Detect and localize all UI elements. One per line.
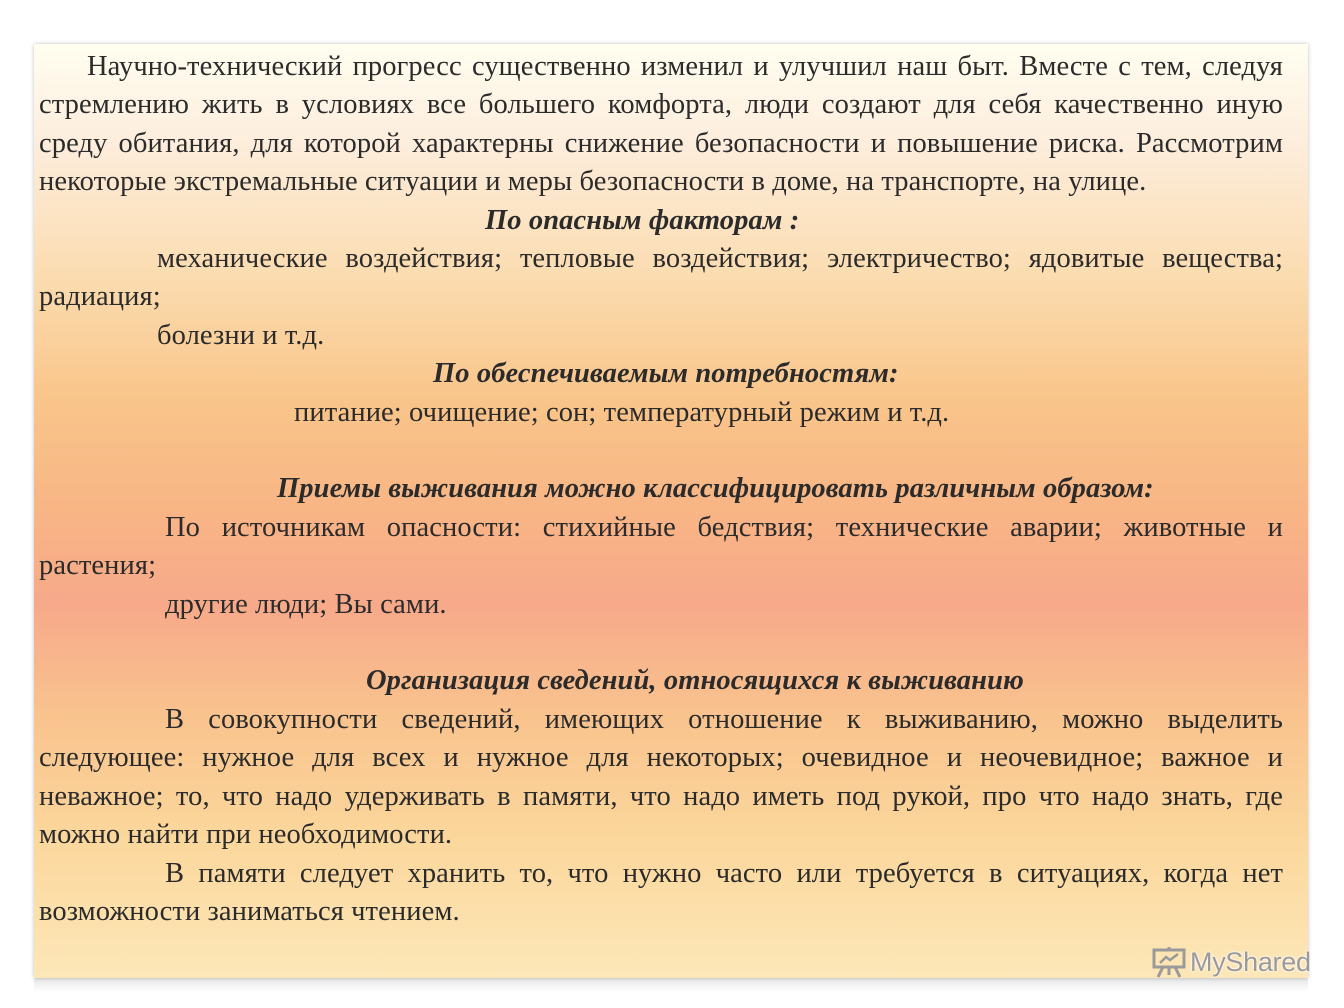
heading-needs: По обеспечиваемым потребностям: bbox=[433, 358, 899, 390]
danger-sources-more: другие люди; Вы сами. bbox=[165, 588, 447, 620]
dangerous-factors-more: болезни и т.д. bbox=[157, 319, 325, 351]
slide-text bbox=[39, 48, 1283, 931]
spacer bbox=[39, 624, 1283, 662]
memory-paragraph: В памяти следует хранить то, что нужно часто или требуется в ситуациях, когда нет возможности заниматься чтением. bbox=[39, 857, 1283, 927]
spacer bbox=[39, 432, 1283, 470]
danger-sources-list: По источникам опасности: стихийные бедствия; технические аварии; животные и растения; bbox=[39, 511, 1283, 582]
needs-list: питание; очищение; сон; температурный режим и т.д. bbox=[294, 396, 950, 428]
presentation-board-icon bbox=[1152, 946, 1186, 978]
heading-survival-methods: Приемы выживания можно классифицировать различным образом: bbox=[277, 473, 1154, 505]
myshared-watermark[interactable] bbox=[1152, 944, 1311, 980]
dangerous-factors-list: механические воздействия; тепловые воздействия; электричество; ядовитые вещества; радиация; bbox=[39, 243, 1283, 313]
information-paragraph: В совокупности сведений, имеющих отношение к выживанию, можно выделить следующее: нужное для всех и нужное для некоторых; очевидное и неочевидное; важное и неважное; то, что надо удерживать в памяти, что надо иметь под рукой, про что надо знать, где можно найти при необходимости. bbox=[39, 703, 1283, 851]
watermark-text: MyShared bbox=[1190, 946, 1311, 977]
text-panel bbox=[34, 44, 1308, 978]
heading-dangerous-factors: По опасным факторам : bbox=[485, 204, 800, 236]
heading-information-organization: Организация сведений, относящихся к выживанию bbox=[366, 665, 1024, 697]
intro-paragraph: Научно-технический прогресс существенно изменил и улучшил наш быт. Вместе с тем, следуя стремлению жить в условиях все большего комфорта, люди создают для себя качественно иную среду обитания, для которой характерны снижение безопасности и повышение риска. Рассмотрим некоторые экстремальные ситуации и меры безопасности в доме, на транспорте, на улице. bbox=[39, 51, 1283, 198]
